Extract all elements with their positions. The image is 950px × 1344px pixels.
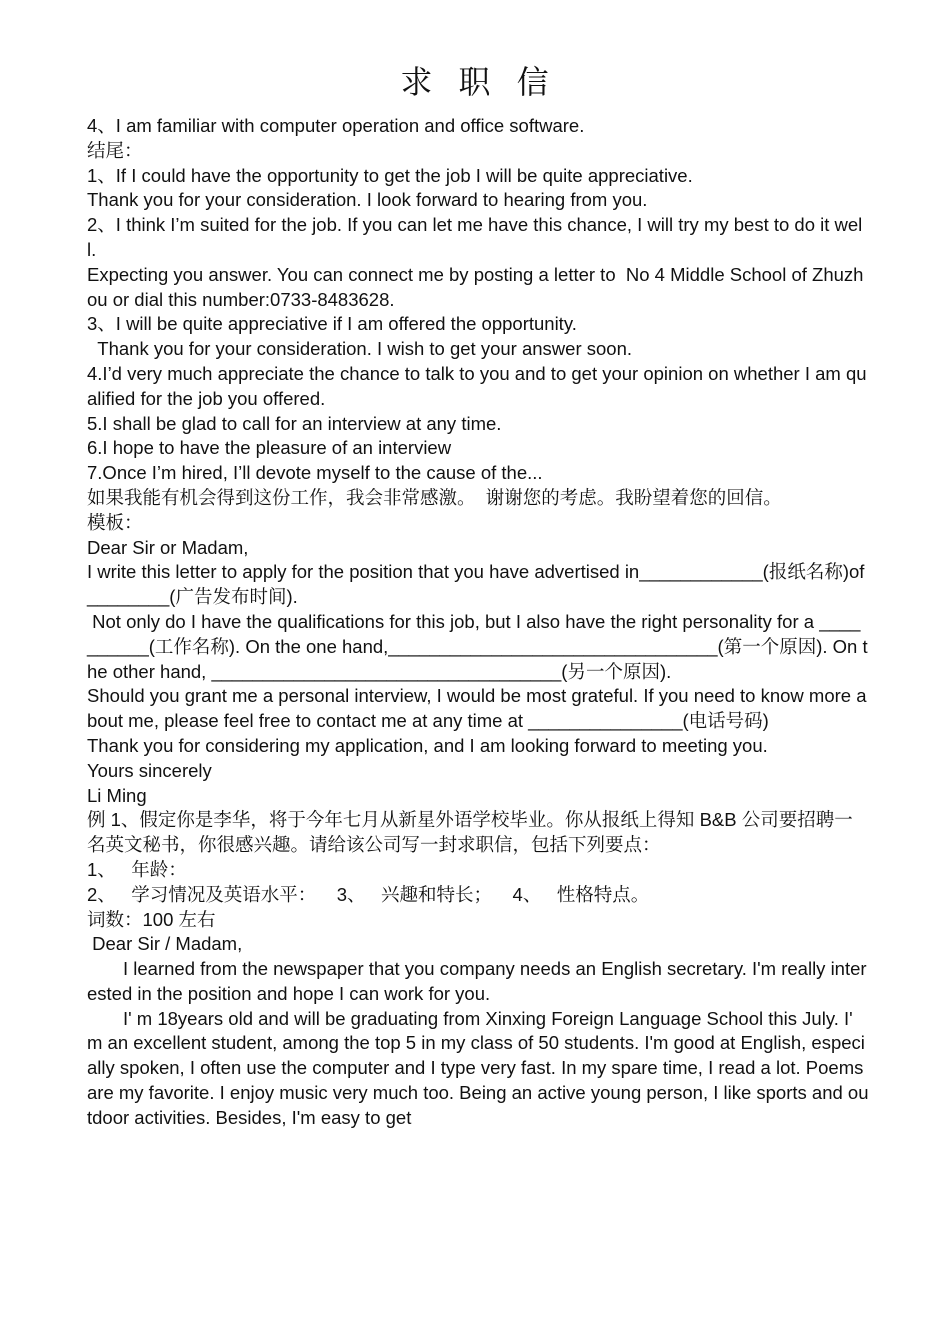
page-title: 求 职 信: [400, 63, 557, 101]
paragraph-line: Thank you for your consideration. I wish to get your answer soon.: [87, 338, 633, 360]
paragraph-line: 2、I think I’m suited for the job. If you can let me have this chance, I will try my best to do it well.: [87, 214, 863, 260]
paragraph-line: I' m 18years old and will be graduating from Xinxing Foreign Language School this July. I' m an excellent student, among the top 5 in my class of 50 students. I'm good at English, especially spoken, I often use the computer and I type very fast. In my spare time, I read a lot. Poems are my favorite. I enjoy music very much too. Being an active young person, I like sports and outdoor activities. Besides, I'm easy to get: [87, 1007, 869, 1128]
paragraph-line: 例 1、假定你是李华，将于今年七月从新星外语学校毕业。你从报纸上得知 B&B 公司要招聘一名英文秘书，你很感兴趣。请给该公司写一封求职信，包括下列要点：: [87, 809, 853, 856]
document-body: [87, 114, 870, 1131]
paragraph-line: 4.I’d very much appreciate the chance to talk to you and to get your opinion on whether I am qualified for the job you offered.: [87, 362, 867, 409]
paragraph-line: 1、If I could have the opportunity to get the job I will be quite appreciative.: [87, 164, 693, 186]
paragraph-line: 模板：: [87, 511, 143, 533]
paragraph-line: 6.I hope to have the pleasure of an interview: [87, 437, 452, 459]
paragraph-line: Dear Sir or Madam,: [87, 536, 249, 558]
paragraph-line: 结尾：: [87, 139, 143, 161]
paragraph-line: 如果我能有机会得到这份工作，我会非常感激。 谢谢您的考虑。我盼望着您的回信。: [87, 486, 782, 508]
paragraph-line: I learned from the newspaper that you company needs an English secretary. I'm really interested in the position and hope I can work for you.: [87, 958, 867, 1004]
paragraph-line: Not only do I have the qualifications for this job, but I also have the right personality for a __________(工作名称). On the one hand,________________________________(第一个原因). On the other hand, __________________________________(另一个原因).: [87, 610, 868, 682]
paragraph-line: 3、I will be quite appreciative if I am offered the opportunity.: [87, 313, 577, 335]
paragraph-line: Should you grant me a personal interview, I would be most grateful. If you need to know more about me, please feel free to contact me at any time at _______________(电话号码): [87, 685, 867, 732]
paragraph-line: 词数：100 左右: [87, 908, 216, 930]
paragraph-line: 2、 学习情况及英语水平： 3、 兴趣和特长； 4、 性格特点。: [87, 883, 650, 905]
paragraph-line: I write this letter to apply for the position that you have advertised in____________(报纸名称)of________(广告发布时间).: [87, 561, 865, 608]
paragraph-line: 7.Once I’m hired, I’ll devote myself to the cause of the...: [87, 462, 543, 484]
paragraph-line: Thank you for your consideration. I look forward to hearing from you.: [87, 189, 648, 211]
paragraph-line: Li Ming: [87, 784, 147, 806]
paragraph-line: 4、I am familiar with computer operation and office software.: [87, 115, 585, 136]
paragraph-line: Yours sincerely: [87, 759, 212, 781]
paragraph-line: Dear Sir / Madam,: [87, 933, 243, 955]
paragraph-line: Thank you for considering my application, and I am looking forward to meeting you.: [87, 734, 768, 756]
paragraph-line: 1、 年龄：: [87, 858, 187, 880]
paragraph-line: Expecting you answer. You can connect me by posting a letter to No 4 Middle School of Zhuzhou or dial this number:0733-8483628.: [87, 263, 864, 310]
paragraph-line: 5.I shall be glad to call for an interview at any time.: [87, 412, 502, 434]
